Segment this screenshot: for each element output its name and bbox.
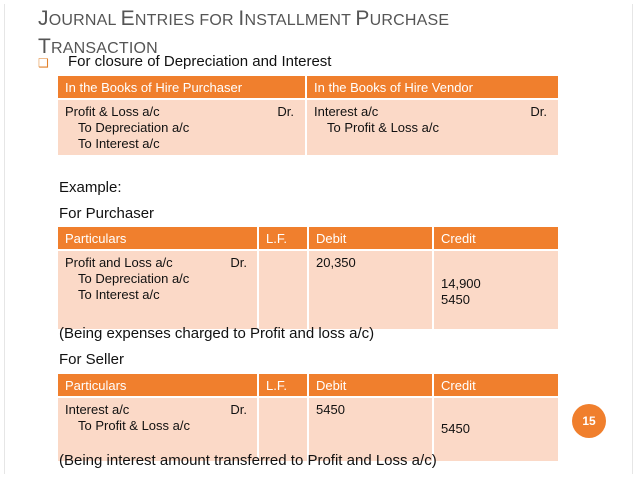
closure-header-purchaser: In the Books of Hire Purchaser [58,76,306,99]
col-credit: Credit [433,227,558,250]
entry-line: To Depreciation a/c [78,120,190,135]
title-cap: E [120,7,135,30]
title-text: RANSACTION [51,40,158,57]
entry-line: To Profit & Loss a/c [327,120,439,135]
title-cap: I [238,7,245,30]
entry-line: To Interest a/c [78,287,160,302]
closure-cell-vendor [306,99,558,155]
col-particulars: Particulars [58,374,258,397]
seller-table [58,374,558,461]
entry-line: Profit and Loss a/c [65,255,173,270]
title-text: NSTALLMENT [244,12,356,29]
debit-value: 5450 [316,402,345,417]
dr-label: Dr. [230,255,247,270]
purchaser-note: (Being expenses charged to Profit and loss a/c) [59,325,375,342]
credit-value: 5450 [441,421,470,436]
col-credit: Credit [433,374,558,397]
entry-line: To Interest a/c [78,136,160,151]
debit-cell [308,250,433,329]
dr-label: Dr. [530,104,547,119]
bullet-icon: ❑ [38,56,49,70]
purchaser-label: For Purchaser [59,205,155,222]
debit-value: 20,350 [316,255,356,270]
title-cap: P [355,7,370,30]
entry-line: Interest a/c [314,104,379,119]
particulars-cell [58,250,258,329]
col-debit: Debit [308,374,433,397]
title-cap: T [38,35,52,58]
dr-label: Dr. [277,104,294,119]
dr-label: Dr. [230,402,247,417]
entry-line: To Profit & Loss a/c [78,418,190,433]
title-text: OURNAL [48,12,121,29]
purchaser-table [58,227,558,329]
example-label: Example: [59,179,122,196]
entry-line: To Depreciation a/c [78,271,190,286]
credit-value: 14,900 [441,276,481,291]
title-text: NTRIES FOR [134,12,239,29]
title-text: URCHASE [369,12,450,29]
closure-cell-purchaser [58,99,306,155]
title-cap: J [38,7,49,30]
seller-note: (Being interest amount transferred to Profit and Loss a/c) [59,452,437,469]
credit-value: 5450 [441,292,470,307]
closure-header-vendor: In the Books of Hire Vendor [306,76,558,99]
bullet-text: For closure of Depreciation and Interest [68,53,332,70]
seller-label: For Seller [59,351,125,368]
credit-cell [433,250,558,329]
col-debit: Debit [308,227,433,250]
col-particulars: Particulars [58,227,258,250]
credit-cell [433,397,558,461]
page-number-badge: 15 [572,404,606,438]
lf-cell [258,250,308,329]
closure-table [58,76,558,155]
col-lf: L.F. [258,374,308,397]
col-lf: L.F. [258,227,308,250]
entry-line: Interest a/c [65,402,130,417]
entry-line: Profit & Loss a/c [65,104,160,119]
